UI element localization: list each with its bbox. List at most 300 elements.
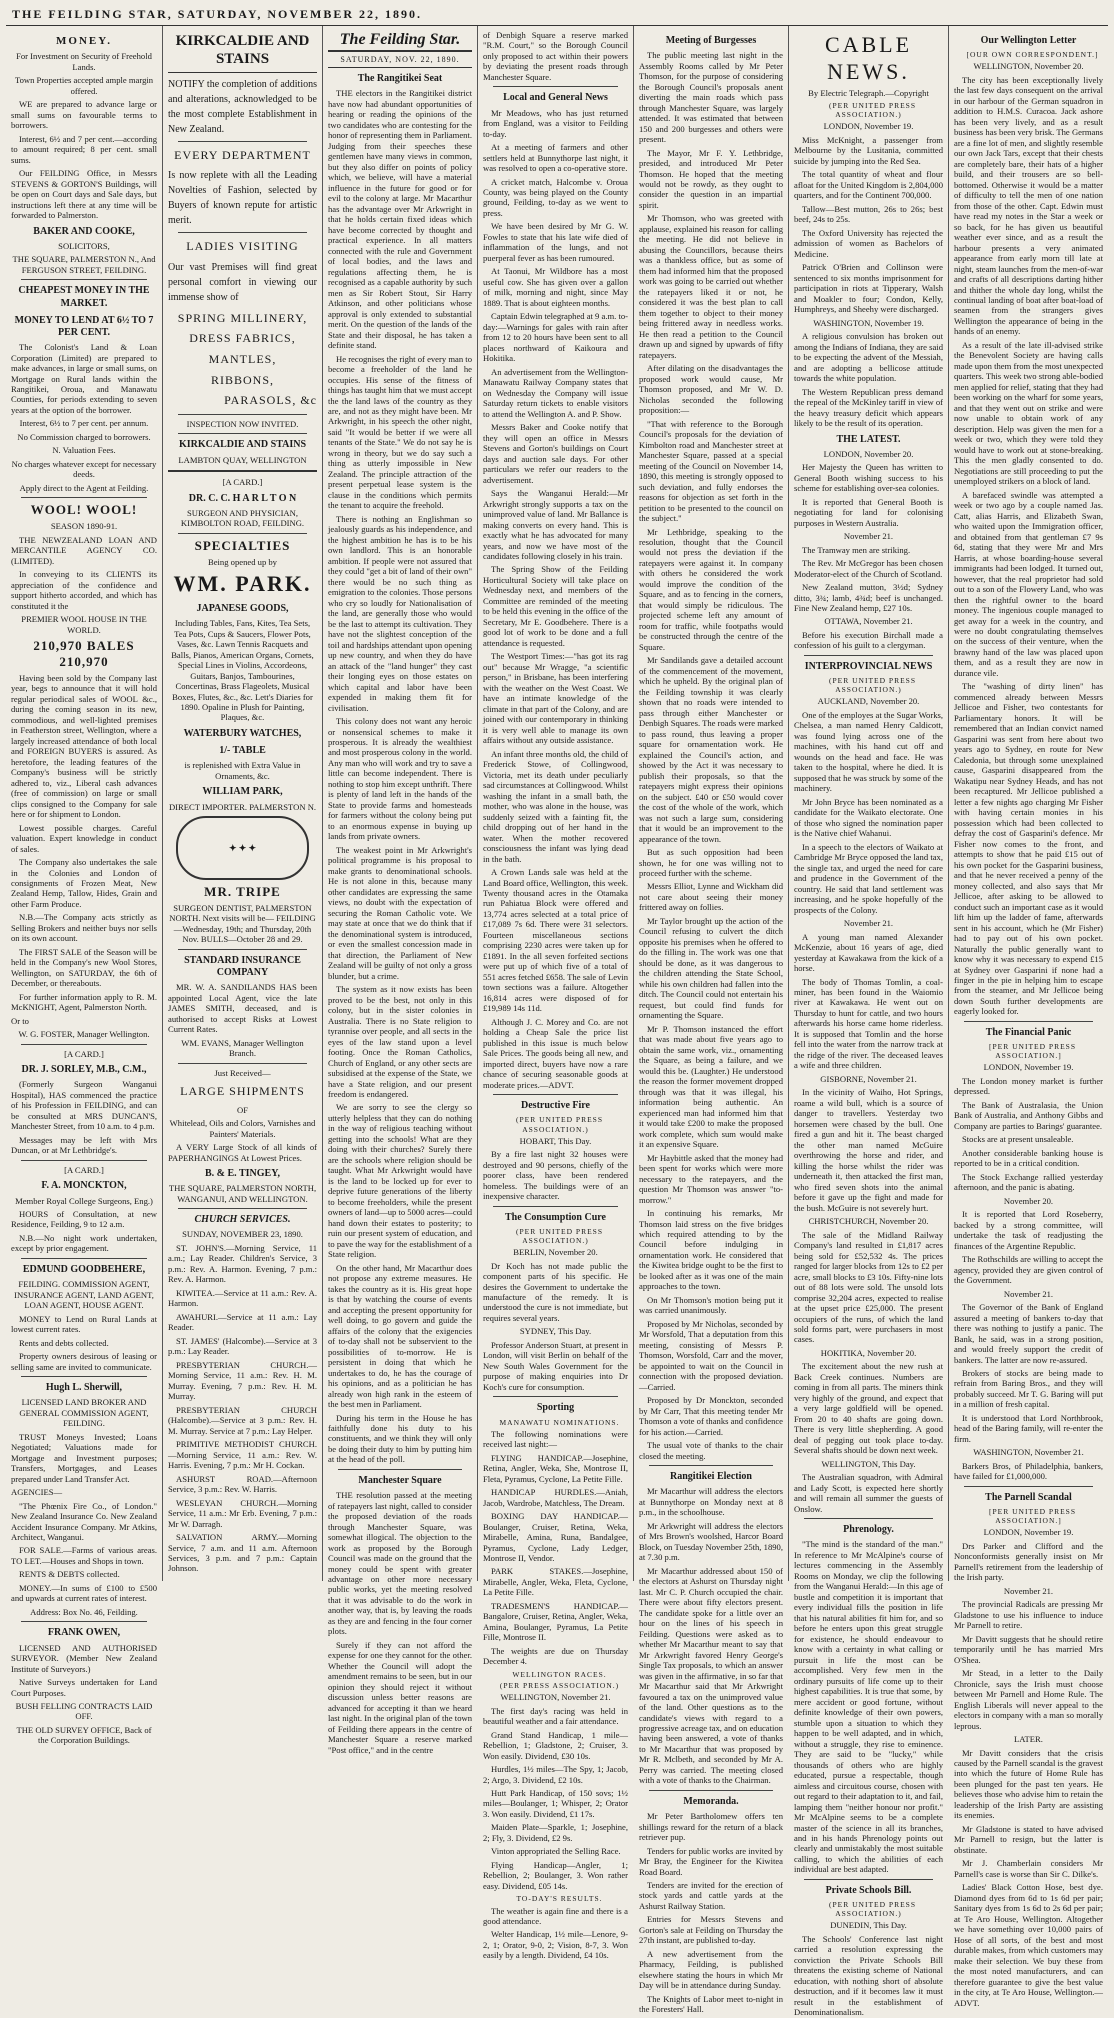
paragraph: Another considerable banking house is reported to be in a critical condition.	[954, 1147, 1103, 1169]
text: FOR SALE.—Farms of various areas. TO LET.—Houses and Shops in town.	[11, 1545, 157, 1566]
dateline: AUCKLAND, November 20.	[817, 696, 920, 707]
tingey-heading: B. & E. TINGEY,	[204, 1168, 281, 1180]
news-item: Messrs Baker and Cooke notify that they will open an office in Messrs Stevens and Gorton's buildings on Court days and auction sale days. For other particulars we refer our readers to the advertisement.	[483, 422, 628, 485]
paragraph: Miss McKnight, a passenger from Melbourne by the Lusitania, committed suicide by jumping into the Red Sea.	[794, 134, 943, 166]
paragraph: The Tramway men are striking.	[802, 544, 911, 555]
paragraph: The London money market is further depressed.	[954, 1075, 1103, 1097]
text: MONEY to Lend on Rural Lands at lowest current rates.	[11, 1313, 157, 1335]
sub-heading: WELLINGTON RACES.	[512, 1669, 607, 1679]
text: NOTIFY the completion of additions and alterations, acknowledged to be the most complete Establishment in New Zealand.	[168, 78, 317, 135]
paragraph: The Knights of Labor meet to-night in the Foresters' Hall.	[639, 1993, 783, 2015]
cheap-money-heading: CHEAPEST MONEY IN THE MARKET.	[18, 285, 150, 309]
dateline: BERLIN, November 20.	[513, 1247, 598, 1258]
japanese-goods: JAPANESE GOODS,	[196, 602, 289, 614]
paragraph: THE electors in the Rangitikei district have now had abundant opportunities of hearing or reading the opinions of the two candidates who are contesting for the honor of representing them in Parliament. Judging from their speeches these gentlemen have many views in common, but they also differ on points of policy which, we believe, will have a material influence in the future for good or for evil to the colony at large. Mr Macarthur has the advantage over Mr Arkwright in that he holds certain fixed ideas which have become corrected by thought and practical experience. In all matters connected with the rule and Government of local bodies, and the laws and regulations affecting them, he is recognised as a capable authority by such men as Sir Robert Stout, Sir Harry Atkinson, and other politicians whose approval is only extended to substantial merit. On the question of the lands of the State and their disposal, he has taken a definite stand.	[328, 88, 472, 351]
divider	[168, 470, 317, 472]
paragraph: Maiden Plate—Sparkle, 1; Josephine, 2; Fly, 3. Dividend, £2 9s.	[483, 1822, 628, 1843]
paragraph: The Bank of Australasia, the Union Bank of Australia, and Anthony Gibbs and Company are parties to Barings' guarantee.	[954, 1099, 1103, 1131]
local-news-heading: Local and General News	[503, 92, 608, 104]
paragraph: Patrick O'Brien and Collinson were sentenced to six months imprisonment for participation in riots at Tipperary, Walsh and Moakler to four; Condon, Kelly, Humphreys, and Sheehy were discharged.	[794, 262, 943, 315]
text: SURGEON AND PHYSICIAN, KIMBOLTON ROAD, FEILDING.	[180, 507, 305, 529]
dateline: HOBART, This Day.	[519, 1135, 592, 1146]
park-heading: WM. PARK.	[173, 571, 312, 597]
dateline: SYDNEY, This Day.	[519, 1326, 592, 1337]
church-heading: CHURCH SERVICES.	[194, 1214, 291, 1226]
paragraph: New Zealand mutton, 3½d; Sydney ditto, 3¾; lamb, 4¾d; beef is unchanged. Fine New Zealand hemp, £27 10s.	[794, 582, 943, 613]
text: WM. EVANS, Manager Wellington Branch.	[181, 1037, 304, 1059]
dateline: SATURDAY, NOV. 22, 1890.	[328, 55, 472, 69]
kirk-ribbons: RIBBONS,	[210, 372, 274, 387]
latest-heading: THE LATEST.	[836, 433, 901, 445]
text: Native Surveys undertaken for Land Court Purposes.	[11, 1677, 157, 1698]
paragraph: The excitement about the new rush at Back Creek continues. Numbers are coming in from all parts. The miners think very highly of the ground, and expect that a very large goldfield will be opened. From 20 to 40 shafts are going down. There is very little shepherding. A good deal of pegging out took place to-day. Several shafts should be down next week.	[794, 1361, 943, 1456]
paragraph: HANDICAP HURDLES.—Aniah, Jacob, Wardrobe, Matchless, The Dream.	[483, 1487, 628, 1508]
kirk-footer-name: KIRKCALDIE AND STAINS	[178, 439, 307, 451]
kirkcaldie-heading: KIRKCALDIE AND STAINS	[168, 32, 317, 73]
paragraph: There is nothing an Englishman so jealously guards as his independence, and the highest ambition he has is to be his own landlord. This is an honorable ambition. If people were not assured that they could "get a bit of land of their own" there would be no such thing as emigration to the colonies. Those persons who cry so loudly for Nationalisation of the land, are generally those who would be the last to attempt its cultivation. They have not the slightest conception of the toil and hardships attendant upon opening up new country, and when they do have an attack of the "land hunger" they cast their longing eyes on those estates on which capital and labor have been expended in making them fit for civilisation.	[328, 513, 472, 713]
paragraph: Mr Peter Bartholomew offers ten shillings reward for the return of a black retriever pup.	[639, 1811, 783, 1843]
news-item: The Westport Times:—"has got its rag out" because Mr Wragge, "a scientific person," in Brisbane, has been interfering with the weather on the West Coast. We have an intimate knowledge of the climate in that part of the Colony, and are joined with our contemporary in thinking it is very well able to manage its own affairs without any outside assistance.	[483, 651, 628, 746]
paragraph: Mr Taylor brought up the action of the Council refusing to culvert the ditch opposite his premises when he offered to do the filling in. The work was one that should be done, as it was dangerous to the children attending the State School, while his own children had fallen into the ditch. The Council could not entertain his request, but could find funds for ornamenting the Square.	[639, 915, 783, 1021]
fire-heading: Destructive Fire	[521, 1100, 590, 1112]
paragraph: "The mind is the standard of the man." In reference to Mr McAlpine's course of lectures commencing in the Assembly Rooms on Monday, we clip the following from the Wanganui Herald:—In this age of bustle and competition it is important that every individual fills the position in life that his natural abilities fit him for, and so before he enters upon this great struggle for existence, he should endeavour to know with a certainty in what calling or pursuit in life the most can be accomplished. Very few men in the ordinary pursuits of life come up to their highest capabilities. It is true that some, by mere accident or good fortune, without definite knowledge of their own powers, stumble upon a situation to which they happen to be well adapted, and in which, without a struggle, they rise to eminence. They are said to be "lucky," while thousands of others who are highly educated, pursue a respectable, though aimless and circuitous course, chosen with out regard to their adaptation to it, and fail, lamping them "neither honour nor profit." Mr McAlpine seems to be a complete master of the science in all its branches, and in his hands Phrenology points out clearly and unmistakably the most suitable calling, to which the abilities of each individual are best adapted.	[794, 1539, 943, 1875]
divider	[493, 1206, 618, 1207]
wool-bales: 210,970 BALES 210,970	[33, 638, 135, 669]
large-shipments: LARGE SHIPMENTS	[180, 1084, 305, 1099]
kirk-fabrics: DRESS FABRICS,	[189, 331, 296, 346]
text: LICENSED AND AUTHORISED SURVEYOR. (Member New Zealand Institute of Surveyors.)	[11, 1642, 157, 1674]
paragraph: Mr Macarthur will address the electors at Bunnythorpe on Monday next at 8 p.m., in the schoolhouse.	[639, 1486, 783, 1518]
paragraph: The weather is again fine and there is a good attendance.	[483, 1905, 628, 1926]
paragraph: Mr Lethbridge, speaking to the resolution, thought that the Council would not press the deviation if the ratepayers were against it. In company with others he considered the work would improve the condition of the Square, and as to fencing in the corners, that would simply be ridiculous. The projected scheme left any amount of room for traffic, while footpaths would be constructed through the centre of the Square.	[639, 526, 783, 652]
news-item: The Spring Show of the Feilding Horticultural Society will take place on Wednesday next, and members of the Committee are reminded of the meeting to be held this evening in the office of the Secretary, Mr E. Goodbehere. There is a good lot of work to be done and a full attendance is requested.	[483, 564, 628, 648]
cure-heading: The Consumption Cure	[505, 1211, 606, 1223]
text: Just Received—	[214, 1067, 271, 1078]
park-name: WILLIAM PARK,	[202, 786, 283, 798]
source-line: (PER UNITED PRESS ASSOCIATION.)	[828, 1900, 916, 1919]
paragraph: Stocks are at present unsaleable.	[962, 1134, 1074, 1145]
source-line: [PER UNITED PRESS ASSOCIATION.]	[988, 1507, 1076, 1526]
election-heading: Rangitikei Election	[670, 1471, 752, 1483]
paragraph: The Western Republican press demand the repeal of the McKinley tariff in view of the heavy treasury deficit which appears likely to be the result of its operation.	[794, 386, 943, 429]
dateline: November 21.	[843, 918, 894, 929]
divider	[178, 1063, 307, 1064]
text: N.B.—The Company acts strictly as Selling Brokers and neither buys nor sells on its own account.	[11, 912, 157, 944]
waterbury: WATERBURY WATCHES,	[183, 727, 302, 739]
paragraph: Drs Parker and Clifford and the Nonconformists generally insist on Mr Parnell's retirement from the leadership of the Irish party.	[954, 1540, 1103, 1583]
text: The Company also undertakes the sale in the Colonies and London of consignments of Frozen Meat, New Zealand Hemp, Tallow, Hides, Grain and other Farm Produce.	[11, 857, 157, 909]
cable-news-heading: CABLE NEWS.	[824, 32, 913, 84]
kirk-ladies-visiting: LADIES VISITING	[186, 239, 299, 254]
divider	[804, 655, 933, 656]
paragraph: Mr Davitt suggests that he should retire temporarily until he has married Mrs O'Shea.	[954, 1633, 1103, 1665]
news-item: At Taonui, Mr Wildbore has a most useful cow. She has given over a gallon of milk, morning and night, since May 1889. That is about eighteen months.	[483, 266, 628, 308]
dateline: LONDON, November 19.	[983, 1527, 1074, 1538]
parnell-heading: The Parnell Scandal	[985, 1491, 1072, 1503]
text: Rents and debts collected.	[19, 1337, 109, 1348]
divider	[493, 1396, 618, 1397]
columns	[6, 26, 1108, 2018]
masthead	[6, 4, 1108, 26]
owen-heading: FRANK OWEN,	[47, 1627, 121, 1639]
paragraph: A new advertisement from the Pharmacy, Feilding, is published elsewhere stating the hours in which Mr Day will be in attendance during Sunday.	[639, 1948, 783, 1991]
news-item: Mr Meadows, who has just returned from England, was a visitor to Feilding to-day.	[483, 107, 628, 139]
private-schools-heading: Private Schools Bill.	[825, 1884, 912, 1896]
sorley-heading: DR. J. SORLEY, M.B., C.M.,	[21, 1064, 147, 1076]
text: DIRECT IMPORTER. PALMERSTON N.	[168, 801, 317, 812]
divider	[493, 86, 618, 87]
wellington-letter-heading: Our Wellington Letter	[980, 35, 1077, 46]
text: AGENCIES—	[11, 1487, 63, 1498]
kirk-millinery: SPRING MILLINERY,	[177, 310, 308, 325]
lend-heading: MONEY TO LEND AT 6½ TO 7 PER CENT.	[14, 314, 154, 338]
text: No Commission charged to borrowers.	[17, 431, 151, 442]
paragraph: We are sorry to see the clergy so utterly helpless that they can do nothing in the way of religious teaching without getting into the schools! What are they doing with their churches? Surely there are the schools where religion should be taught. What Mr Arkwright would have is the land to be locked up for ever to deprive future generations of the liberty to become freeholders, while the present owners of land—up to 5000 acres—could hand down their estates to posterity; to ruin our present system of education, and to pave the way for the establishment of a State religion.	[328, 1102, 472, 1260]
kirk-mantles: MANTLES,	[208, 352, 277, 367]
divider	[804, 1879, 933, 1880]
table-heading: 1/- TABLE	[219, 745, 266, 757]
news-item: Captain Edwin telegraphed at 9 a.m. to-day:—Warnings for gales with rain after from 12 to 20 hours have been sent to all places northward of Kaikoura and Hokitika.	[483, 311, 628, 364]
paragraph: The Rev. Mr McGregor has been chosen Moderator-elect of the Church of Scotland.	[794, 558, 943, 579]
paragraph: Ladies' Black Cotton Hose, best dye. Diamond dyes from 6d to 1s 6d per pair; Sanitary dyes from 1s 6d to 2s 6d per pair; at Te Aro House, Wellington. Altogether we have something over 10,000 pairs of Hose of all sorts, of the best and most durable makes, from which customers may make their selection. We buy these from the most noted manufacturers, and can therefore guarantee to give the best value in the city, at Te Aro House, Wellington.—ADVT.	[954, 1882, 1103, 2008]
paragraph: The Oxford University has rejected the admission of women as Bachelors of Medicine.	[794, 227, 943, 259]
paragraph: By a fire last night 32 houses were destroyed and 90 persons, chiefly of the poorer class, have been rendered homeless. The buildings were of an inexpensive character.	[483, 1149, 628, 1202]
divider	[804, 1518, 933, 1519]
divider	[649, 1465, 773, 1466]
source-line: [OUR OWN CORRESPONDENT.]	[966, 50, 1099, 60]
masthead-title: THE FEILDING STAR, SATURDAY, NOVEMBER 22, 1890.	[12, 6, 423, 21]
text: LICENSED LAND BROKER AND GENERAL COMMISSION AGENT, FEILDING.	[19, 1397, 149, 1429]
source-line: (PER UNITED PRESS ASSOCIATION.)	[515, 1115, 603, 1134]
paragraph: PARK STAKES.—Josephine, Mirabelle, Angler, Weka, Fleta, Cyclone, La Petite Fille.	[483, 1566, 628, 1598]
paragraph: The Schools' Conference last night carried a resolution expressing the conviction the Private Schools Bill threatens the existing scheme of National education, with nothing short of absolute destruction, and if it becomes law it must result in the establishment of Denominationalism.	[794, 1933, 943, 2018]
text: THE OLD SURVEY OFFICE, Back of the Corporation Buildings.	[16, 1724, 152, 1746]
divider	[178, 533, 307, 534]
divider	[21, 279, 147, 280]
paragraph: Flying Handicap—Angler, 1; Rebellion, 2; Boulanger, 3. Won rather easy. Dividend, £05 14s.	[483, 1859, 628, 1891]
paragraph: In the vicinity of Waiho, Hot Springs, roame a wild bull, which is a source of danger to travellers. Yesterday two horsemen were chased by the bull. One fired a gun and hit it. The beast charged the other man named McGuire overthrowing the horse and rider, and killing the horse whilst the rider was underneath it, then attacked the first man, who fired seven shots into the animal before it gave up the fight and made for the bush. McGuire is not severely hurt.	[794, 1087, 943, 1213]
divider	[21, 497, 147, 498]
money-heading: MONEY.	[56, 35, 112, 47]
news-item: We have been desired by Mr G. W. Fowles to state that his late wife died of inflammation of the lungs, and not puerperal fever as has been rumoured.	[483, 221, 628, 263]
text: Interest, 6½ and 7 per cent.—according to amount required; 8 per cent. small sums.	[11, 133, 157, 165]
paragraph: The city has been exceptionally lively the last few days consequent on the arrival in our harbour of the German squadron in addition to H.M.S. Curacoa. Jack ashore has been very lively, and as a result business has been very brisk. The Germans are a fine lot of men, and slightly resemble our own Jack Tars, except that their chests are completely bare, their hats of a higher build, and their trousers are so bell-bottomed. Otherwise it would be a matter of difficulty to tell the men of one nation from those of the other. Capt. Edwin must have read my notes in the Star a week or so back, for he has given us beautiful weather ever since, and as a result the harbour presents a very animated appearance from early morn till late at night, steam launches from the men-of-war and crafts of all descriptions darting hither and thither the whole day long, whilst the continual landing of boat after boat-load of seamen from the strangers gives Wellington the appearance of being in the hands of an enemy.	[954, 74, 1103, 337]
text: HOURS of Consultation, at new Residence, Feilding, 9 to 12 a.m.	[11, 1208, 157, 1230]
source-line: (PER UNITED PRESS ASSOCIATION.)	[515, 1226, 603, 1245]
wool-heading: WOOL! WOOL!	[30, 502, 138, 518]
paragraph: One of the employes at the Sugar Works, Chelsea, a man named Henry Caldicott, was found lying across one of the machines, with his hand cut off and wounds on the head and face. He was taken to the hospital, where he died. It is supposed that he was struck by some of the machinery.	[794, 709, 943, 794]
paragraph: Grand Stand Handicap, 1 mile—Rebellion, 1; Gladstone, 2; Cruiser, 3. Won easily. Dividend, £30 10s.	[483, 1729, 628, 1761]
divider	[964, 1486, 1093, 1487]
text: A VERY Large Stock of all kinds of PAPERHANGINGS At Lowest Prices.	[168, 1142, 317, 1163]
text: THE NEWZEALAND LOAN AND MERCANTILE AGENCY CO. (LIMITED).	[11, 534, 157, 566]
text: Address: Box No. 46, Feilding.	[30, 1606, 138, 1617]
text: SUNDAY, NOVEMBER 23, 1890.	[182, 1229, 303, 1240]
paragraph: BOXING DAY HANDICAP.—Boulanger, Cruiser, Retina, Weka, Mirabelle, Amina, Runa, Bandalgee, Pyramus, Cyclone, Lady Ledger, Montrose II, Vendor.	[483, 1511, 628, 1563]
paragraph: Barkers Bros, of Philadelphia, bankers, have failed for £1,000,000.	[954, 1460, 1103, 1482]
paragraph: Brokers of stocks are being made to refrain from Baring Bros., and they will probably succeed. Mr T. G. Baring will put in a million of fresh capital.	[954, 1367, 1103, 1410]
text: PREMIER WOOL HOUSE IN THE WORLD.	[21, 614, 147, 635]
text: Our vast Premises will find great personal comfort in viewing our immense show of	[168, 261, 317, 303]
dateline: WELLINGTON, November 20.	[973, 61, 1084, 72]
paragraph: Surely if they can not afford the expense for one they cannot for the other. Whether the Council will adopt the amendment remains to be seen, but in our opinion they should reject it without discussion unless better reasons are advanced for accepting it than we heard last night. In the original plan of the town of Feilding there appears in the centre of Manchester Square a reserve marked "Post office," and in the centre	[328, 1639, 472, 1755]
text: BUSH FELLING CONTRACTS LAID OFF.	[15, 1700, 153, 1722]
paragraph: Mr Thomson, who was greeted with applause, explained his reason for calling the meeting. He did not believe in abusing the Councillors, because theirs was a thankless office, but as some of them had informed him that the proposed work was going to be carried out whether the ratepayers liked it or not, he considered it was the best plan to call them together to object to their money being frittered away in needless works. He then read a petition to the Council drawn up and signed by upwards of fifty ratepayers.	[639, 213, 783, 360]
text: KIWITEA.—Service at 11 a.m.: Rev. A. Harmon.	[168, 1287, 317, 1309]
text: Being opened up by	[208, 556, 277, 567]
text: Messages may be left with Mrs Duncan, or at Mr Lethbridge's.	[11, 1134, 157, 1156]
paragraph: In continuing his remarks, Mr Thomson laid stress on the five bridges which required attending to by the Council before indulging in ornamentation work. He considered that the Kiwitea bridge ought to be the first to be looked after as it was one of the main approaches to the town.	[639, 1208, 783, 1292]
text: ST. JAMES' (Halcombe).—Service at 3 p.m.: Lay Reader.	[168, 1335, 317, 1357]
text: Having been sold by the Company last year, begs to announce that it will hold regular periodical sales of WOOL &c., during the coming season in its new, commodious, and well-lighted premises in Featherston street, Wellington, where a largely increased attendance of both local and FOREIGN BUYERS is assured. As heretofore, the leading features of the Company's business will be strictly adhered to, viz., Liberal cash advances (free of commission) on large or small clips consigned to the Company for sale here or for shipment to London.	[11, 672, 157, 820]
phrenology-heading: Phrenology.	[843, 1524, 894, 1536]
news-item: Although J. C. Morey and Co. are not holding a Cheap Sale the price list published in this issue is much below Sale Prices. The goods being all new, and imported direct, buyers have now a rare chance of securing seasonable goods at moderate prices.—ADVT.	[483, 1016, 628, 1090]
paragraph: Mr P. Thomson instanced the effort that was made about five years ago to obtain the same work, viz., ornamenting the Square, as being a failure, and we would this be. (Laughter.) He understood the reason the former movement dropped through was that it was illegal, his information being authentic. An experienced man had informed him that it would take £200 to make the proposed work complete, which sum would make it an expensive Square.	[639, 1023, 783, 1150]
divider	[21, 1376, 147, 1377]
paragraph: Welter Handicap, 1½ mile—Lenore, 9-2, 1; Orator, 9-0, 2; Vision, 8-7, 3. Won easily by a length. Dividend, £4 10s.	[483, 1929, 628, 1961]
paragraph: Mr Stead, in a letter to the Daily Chronicle, says the Irish must choose between Mr Parnell and Home Rule. The English Liberals will never appeal to the electors in company with a man so morally leprous.	[954, 1668, 1103, 1731]
paragraph: As a result of the late ill-advised strike the Benevolent Society are having calls made upon them from the most unexpected quarters. This week two strong able-bodied men applied for relief, stating that they had been working on the wharf for some years, and that they went out on strike and were now unable to obtain work of any description. Help was given the men for a week or two, which they were told they would have to work out at stone-breaking. This the men gladly consented to do. Negotiations are still proceeding to put the unemployed strikers on a block of land.	[954, 339, 1103, 487]
paragraph: The body of Thomas Tomlin, a coal-miner, has been found in the Waiomio river at Kawakawa. He went out on Thursday to hunt for cattle, and two hours afterwards his horse came home riderless. It is supposed that Tomlin and the horse fell into the water from the narrow track at the ridge of the river. The deceased leaves a wife and three children.	[794, 976, 943, 1071]
paragraph: Her Majesty the Queen has written to General Booth wishing success to his scheme for establishing over-sea colonies.	[794, 462, 943, 494]
text: WESLEYAN CHURCH.—Morning Service, 11 a.m.: Mr Erb. Evening, 7 p.m.: Mr W. Darragh.	[168, 1497, 317, 1529]
paragraph: FLYING HANDICAP.—Josephine, Retina, Angler, Weka, She, Montrose II, Fleta, Pyramus, Cyclone, La Petite Fille.	[483, 1452, 628, 1484]
paragraph: Mr Gladstone is stated to have advised Mr Parnell to resign, but the latter is obstinate.	[954, 1823, 1103, 1855]
dateline: LATER.	[1014, 1734, 1043, 1745]
dateline: GISBORNE, November 21.	[820, 1073, 917, 1084]
divider	[493, 1094, 618, 1095]
text: PRESBYTERIAN CHURCH (Halcombe).—Service at 3 p.m.: Rev. H. M. Murray. Service at 7 p.m.: Lay Helper.	[168, 1404, 317, 1436]
rangitikei-heading: The Rangitikei Seat	[357, 73, 443, 85]
emblem-text: ✦ ✦ ✦	[228, 842, 257, 853]
text: Including Tables, Fans, Kites, Tea Sets, Tea Pots, Cups & Saucers, Flower Pots, Vases, &c. Lawn Tennis Racquets and Balls, Pianos, American Organs, Cornets, Special Lines in Violins, Accordeons, Guitars, Banjos, Tambourines, Concertinas, Brass Flageolets, Musical Boxes, Flutes, &c., &c. Lett's Diaries for 1890. Opaline in Plush for Painting, Plaques, &c.	[171, 618, 314, 723]
text: SOLICITORS,	[58, 240, 110, 251]
paragraph: Hutt Park Handicap, of 150 sovs; 1½ miles—Boulanger, 1; Whisper, 2; Orator 3. Won easily. Dividend, £1 17s.	[483, 1788, 628, 1819]
news-item: At a meeting of farmers and other settlers held at Bunnythorpe last night, it was resolved to open a co-operative store.	[483, 142, 628, 174]
paragraph: The total quantity of wheat and flour afloat for the United Kingdom is 2,804,000 quarters, and for the Continent 700,000.	[794, 169, 943, 201]
paragraph: The first day's racing was held in beautiful weather and a fair attendance.	[483, 1705, 628, 1727]
source-line: (PER PRESS ASSOCIATION.)	[499, 1680, 620, 1690]
paragraph: During his term in the House he has faithfully done his duty to his constituents, and we think they will only be doing their duty to him by putting him at the head of the poll.	[328, 1412, 472, 1465]
burgesses-heading: Meeting of Burgesses	[665, 35, 757, 46]
column-4	[478, 26, 634, 1961]
goodbehere-heading: EDMUND GOODBEHERE,	[22, 1263, 146, 1275]
column-7	[949, 26, 1108, 2008]
sporting-heading: Sporting	[536, 1402, 575, 1414]
text: LAMBTON QUAY, WELLINGTON	[178, 454, 307, 465]
paragraph: The public meeting last night in the Assembly Rooms called by Mr Peter Thomson, for the purpose of considering the Borough Council's proposals anent diverting the main roads which pass through Manchester Square, was largely attended. It was estimated that between 150 and 200 burgesses and others were present.	[639, 50, 783, 145]
dateline: WELLINGTON, This Day.	[821, 1458, 916, 1469]
paragraph: Mr Davitt considers that the crisis caused by the Parnell scandal is the gravest into which the future of Home Rule has been plunged for the past ten years. He believes those who advise him to retain the leadership of the Irish Party are assisting its enemies.	[954, 1747, 1103, 1821]
text: N.B.—No night work undertaken, except by prior engagement.	[11, 1232, 157, 1254]
text: THE SQUARE, PALMERSTON NORTH, WANGANUI, AND WELLINGTON.	[168, 1183, 317, 1204]
paragraph: Mr Haybittle asked that the money had been spent for works which were more necessary to the ratepayers, and the question Mr Thomson was answer "to-morrow."	[639, 1152, 783, 1205]
paragraph: The weights are due on Thursday December 4.	[483, 1645, 628, 1667]
paragraph: Mr J. Chamberlain considers Mr Parnell's case is worse than Sir C. Dilke's.	[954, 1858, 1103, 1879]
paragraph: After dilating on the disadvantages the proposed work would cause, Mr Thomson proposed, and Mr W. D. Nicholas seconded the following proposition:—	[639, 363, 783, 416]
paragraph: Mr John Bryce has been nominated as a candidate for the Waikato electorate. One of those who signed the nomination paper is the Native chief Wahanui.	[794, 796, 943, 839]
paragraph: THE resolution passed at the meeting of ratepayers last night, called to consider the proposed deviation of the roads through Manchester Square, was somewhat illogical. The objection to the work as proposed by the Borough Council was made on the ground that the money could be spent with greater advantage on other more necessary public works, yet the meeting resolved that it was advisable to do the work in another way, that is, by leaving the roads as they are and fencing in the four corner plots.	[328, 1490, 472, 1637]
paragraph: But as such opposition had been shown, he for one was willing not to proceed further with the scheme.	[639, 847, 783, 878]
text: In conveying to its CLIENTS its appreciation of the confidence and support hitherto accorded, and which has constituted it the	[11, 569, 157, 611]
card-label: [A CARD.]	[64, 1048, 104, 1059]
text: W. G. FOSTER, Manager Wellington.	[18, 1029, 150, 1040]
text: is replenished with Extra Value in Ornaments, &c.	[184, 760, 301, 781]
paragraph: In a speech to the electors of Waikato at Cambridge Mr Bryce opposed the land tax, the single tax, and urged the need for care and prudence in the Government of the country. He said that land settlement was increasing, and he spoke hopefully of the prospects of the Colony.	[794, 841, 943, 915]
paragraph: The system as it now exists has been proved to be the best, not only in this colony, but in the sister colonies in Australia. There is no State religion to tyrannise over people, and all sects in the eyes of the law stand upon a level footing. Once the Roman Catholics, Church of England, or any other sects are subsidised at the expense of the State, we have a State religion, and our present freedom is endangered.	[328, 984, 472, 1099]
interprovincial-heading: INTERPROVINCIAL NEWS	[804, 660, 933, 672]
sherwill-heading: Hugh L. Sherwill,	[45, 1381, 123, 1393]
divider	[178, 1208, 307, 1209]
divider	[21, 1258, 147, 1259]
paragraph: A religious convulsion has broken out among the Indians of Indiana, they are said to be expecting the advent of the Messiah, and are adopting a bellicose attitude towards the white population.	[794, 331, 943, 384]
dateline: LONDON, November 19.	[983, 1062, 1074, 1073]
paragraph: The weakest point in Mr Arkwright's political programme is his proposal to make grants to denominational schools. He is not alone in this, because many other candidates are expressing the same views, no doubt with the expectation of securing the Roman Catholic vote. We may state at once that we do think that if the denominational system is introduced, or even the smallest concession made in that direction, the Parliament of New Zealand will be guilty of not only a gross blunder, but a crime.	[328, 844, 472, 981]
text: TRUST Moneys Invested; Loans Negotiated; Valuations made for Mortgage and Investment purposes; Transfers, Mortgages, and Leases prepared under Land Transfer Act.	[11, 1431, 157, 1484]
sub-heading: TO-DAY'S RESULTS.	[516, 1894, 603, 1904]
text: PRESBYTERIAN CHURCH.—Morning Service, 11 a.m.: Rev. H. M. Murray. Evening, 7 p.m.: Rev. H. M. Murray.	[168, 1359, 317, 1402]
dateline: WELLINGTON, November 21.	[500, 1692, 611, 1703]
dateline: DUNEDIN, This Day.	[830, 1920, 907, 1931]
text: By Electric Telegraph.—Copyright	[808, 87, 929, 98]
divider	[21, 1044, 147, 1045]
column-2	[163, 26, 323, 1581]
news-item: An advertisement from the Wellington-Manawatu Railway Company states that on Wednesday the Company will issue Saturday return tickets to enable visitors to attend the Wellington A. and P. Show.	[483, 366, 628, 419]
text: Town Properties accepted ample margin offered.	[14, 75, 154, 96]
divider	[649, 1790, 773, 1791]
specialties-heading: SPECIALTIES	[194, 537, 291, 553]
paragraph: The provincial Radicals are pressing Mr Gladstone to use his influence to induce Mr Parnell to retire.	[954, 1599, 1103, 1631]
text: SEASON 1890-91.	[50, 521, 118, 532]
dateline: OTTAWA, November 21.	[824, 616, 913, 627]
text: Member Royal College Surgeons, Eng.)	[15, 1195, 153, 1206]
source-line: (PER UNITED PRESS ASSOCIATION.)	[828, 101, 916, 120]
dateline: WASHINGTON, November 21.	[973, 1447, 1084, 1458]
charlton-heading: DR. C. C. H A R L T O N	[188, 492, 297, 504]
text: Our FEILDING Office, in Messrs STEVENS & GORTON'S Buildings, will be open on Court days and Sale days, but instructions left there at any time will be forwarded to Palmerston.	[11, 168, 157, 221]
text: Lowest possible charges. Careful valuation. Expert knowledge in conduct of sales.	[11, 822, 157, 854]
news-item: A Crown Lands sale was held at the Land Board office, Wellington, this week. Twenty thousand acres in the Otamaka run Pahiatua Block were offered and 13,774 acres selected at a total price of £17,089 7s 6d. There were 31 selectors. Fourteen miscellaneous sections comprising 2230 acres were taken up for £1891. In the all seven forfeited sections were put up of which five of a total of 551 acres fetched £658. The sale of Levin town sections was a failure. Altogether 16,814 acres were disposed of for £19,989 14s 11d.	[483, 867, 628, 1014]
text: No charges whatever except for necessary deeds.	[11, 458, 157, 480]
paragraph: It is reported that General Booth is negotiating for land for colonising purposes in Western Australia.	[794, 496, 943, 528]
paragraph: TRADESMEN'S HANDICAP.—Bangalore, Cruiser, Retina, Angler, Weka, Amina, Boulanger, Pyramus, La Petite Fille, Montrose II.	[483, 1600, 628, 1643]
paragraph: Before his execution Birchall made a confession of his guilt to a clergyman.	[794, 629, 943, 651]
monckton-heading: F. A. MONCKTON,	[41, 1180, 127, 1192]
paragraph: The Mayor, Mr F. Y. Lethbridge, presided, and introduced Mr Peter Thomson. He hoped that the meeting would not be rowdy, as they ought to consider the question in an impartial spirit.	[639, 147, 783, 210]
text: "The Phœnix Fire Co., of London." New Zealand Insurance Co. New Zealand Accident Insurance Company. Mr Atkins, Architect, Wanganui.	[11, 1500, 157, 1542]
text: INSPECTION NOW INVITED.	[186, 418, 299, 429]
paragraph: Proposed by Dr Monckton, seconded by Mr Carr, That this meeting tender Mr Thomson a vote of thanks and confidence for his action.—Carried.	[639, 1395, 783, 1437]
divider	[21, 1160, 147, 1161]
paragraph: A young man named Alexander McKenzie, about 16 years of age, died yesterday at Kawakawa from the kick of a horse.	[794, 931, 943, 974]
paragraph: Hurdles, 1½ miles—The Spy, 1; Jacob, 2; Argo, 3. Dividend, £2 10s.	[483, 1764, 628, 1785]
dateline: CHRISTCHURCH, November 20.	[808, 1216, 929, 1227]
memoranda-heading: Memoranda.	[683, 1795, 739, 1807]
paragraph: Professor Anderson Stuart, at present in London, will visit Berlin on behalf of the New South Wales Government for the purpose of making enquiries into Dr Koch's cure for consumption.	[483, 1339, 628, 1392]
divider	[964, 1021, 1093, 1022]
text: ST. JOHN'S.—Morning Service, 11 a.m.; Lay Reader. Children's Service, 3 p.m.: Rev. A. Harmon. Evening, 7 p.m.: Rev. A. Harmon.	[168, 1242, 317, 1285]
paragraph: The following nominations were received last night:—	[483, 1428, 628, 1450]
news-item: Says the Wanganui Herald:—Mr Arkwright strongly supports a tax on the unimproved value of land. Mr Ballance is making converts on every hand. This is exactly what he has advocated for many years, and now we have most of the candidates following closely in his train.	[483, 488, 628, 561]
sub-heading: MANAWATU NOMINATIONS.	[499, 1417, 620, 1427]
dateline: LONDON, November 20.	[823, 448, 914, 459]
divider	[178, 433, 307, 434]
paragraph: Tenders are invited for the erection of stock yards and cattle yards at the Ashurst Railway Station.	[639, 1880, 783, 1911]
text: For Investment on Security of Freehold Lands.	[16, 51, 152, 72]
paragraph: It is understood that Lord Northbrook, head of the Baring family, will re-enter the firm.	[954, 1412, 1103, 1444]
paragraph: The Governor of the Bank of England assured a meeting of bankers to-day that there was nothing to justify a panic. The Bank, he said, was in a strong position, and would freely support the credit of bankers. The latter are now re-assured.	[954, 1302, 1103, 1365]
paragraph: He recognises the right of every man to become a freeholder of the land he occupies. His sense of the fitness of things has taught him that we must accept the the land laws of the country as they are, and not as they might have been. Mr Arkwright, in his speech the other night, said "It would be better if we were all tenants of the State." We do not say he is wrong in theory, but we do say such a thing as utterly impossible in New Zealand. The principle attraction of the present perpetual lease system is the clause in the conditions which permits the tenant to acquire the freehold.	[328, 353, 472, 511]
paragraph: This colony does not want any heroic or nonsensical schemes to make it prosperous. It is already the wealthiest and most prosperous colony in the world. Any man who will work and try to save a little can become independent. There is nothing to stop him except unthrift. There is plenty of land left in the hands of the State to provide farms and homesteads for farmers without the colony being put to an enormous expense in buying up lands from private owners.	[328, 716, 472, 842]
text: FEILDING. COMMISSION AGENT, INSURANCE AGENT, LAND AGENT, LOAN AGENT, HOUSE AGENT.	[14, 1279, 154, 1311]
source-line: (PER UNITED PRESS ASSOCIATION.)	[828, 676, 916, 695]
paragraph: It is reported that Lord Roseberry, backed by a strong committee, will undertake the task of readjusting the finances of the Argentine Republic.	[954, 1209, 1103, 1251]
paragraph: Dr Koch has not made public the component parts of his specific. He desires the Government to undertake the manufacture of the remedy. It is understood the cure is not immediate, but requires several years.	[483, 1260, 628, 1323]
text: MR. W. A. SANDILANDS HAS been appointed Local Agent, vice the late JAMES SMITH, deceased, and is authorised to accept Risks at Lowest Current Rates.	[168, 982, 317, 1035]
column-1	[6, 26, 163, 1746]
column-6	[789, 26, 949, 2018]
paragraph: The Stock Exchange rallied yesterday afternoon, and the panic is abating.	[954, 1171, 1103, 1193]
kirk-parasols: PARASOLS, &c	[224, 393, 317, 408]
text: Is now replete with all the Leading Novelties of Fashion, selected by Buyers of known repute for artistic merit.	[168, 170, 317, 227]
divider	[338, 1469, 462, 1470]
paragraph: "That with reference to the Borough Council's proposals for the deviation of Kimbolton road and Manchester street at Manchester Square, passed at a special meeting of the Council on November 14, 1890, this meeting is strongly opposed to such deviation, and fully endorses the reasons for objection as set forth in the petition to be presented to the council on the subject."	[639, 418, 783, 524]
paragraph: On the other hand, Mr Macarthur does not propose any extreme measures. He takes the country as it is. His great hope is that by watching the course of events and accepting the present opportunity for well doing, to go govern and guide the affairs of the colony that the exigencies of to-day shall not be subservient to the possibilities of to-morrow. He is persistent in doing that which he undertakes to do, he has the courage of his opinions, and as a politician he has already won high rank in the esteem of the best men in Parliament.	[328, 1262, 472, 1410]
card-label: [A CARD.]	[222, 477, 263, 488]
dateline: November 21.	[1003, 1288, 1054, 1299]
text: ASHURST ROAD.—Afternoon Service, 3 p.m.: Rev. W. Harris.	[168, 1473, 317, 1495]
dateline: November 21.	[1003, 1585, 1054, 1596]
text: WE are prepared to advance large or small sums on favourable terms to borrowers.	[11, 99, 157, 131]
manchester-heading: Manchester Square	[358, 1474, 442, 1486]
text: Apply direct to the Agent at Feilding.	[19, 482, 149, 493]
text: Interest, 6½ to 7 per cent. per annum.	[19, 418, 149, 429]
card-label: [A CARD.]	[64, 1164, 104, 1175]
divider	[178, 414, 307, 415]
standard-heading: STANDARD INSURANCE COMPANY	[184, 954, 301, 978]
paragraph: Mr Macarthur addressed about 150 of the electors at Ashurst on Thursday night last. Mr C. P. Church occupied the chair. There were about fifty electors present. The candidate spoke for a little over an hour on the lines of his speech in Feilding. Questions were asked as to whether Mr Macarthur meant to say that Mr Arkwright favored Henry George's Single Tax proposals, to which an answer was given in the affirmative, in so far that Mr Macarthur said that Mr Arkwright favoured a tax on the unimproved value of the land. Other questions as to the candidate's views with regard to a progressive acreage tax, and on education having been answered, a vote of thanks to Mr Macarthur that was proposed by Mr R. Mclbeth, and seconded by Mr A. Perry was carried. The meeting closed with a vote of thanks to the Chairman.	[639, 1565, 783, 1786]
text: MONEY.—In sums of £100 to £500 and upwards at current rates of interest.	[11, 1582, 157, 1604]
divider	[178, 232, 307, 233]
paragraph: Proposed by Mr Nicholas, seconded by Mr Worsfold, That a deputation from this meeting, consisting of Messrs P. Thomson, Worsfold, Carr and the mover, be appointed to wait on the Council in connection with the proposed deviation.—Carried.	[639, 1318, 783, 1392]
paragraph: Tallow—Best mutton, 26s to 26s; best beef, 24s to 25s.	[794, 203, 943, 225]
paragraph: Mr Arkwright will address the electors of Mrs Brown's woolshed, Harcor Board Block, on Tuesday November 25th, 1890, at 7.30 p.m.	[639, 1520, 783, 1563]
dateline: HOKITIKA, November 20.	[820, 1347, 917, 1358]
text: Or to	[11, 1015, 29, 1026]
text: THE SQUARE, PALMERSTON N., And FERGUSON STREET, FEILDING.	[12, 254, 156, 275]
text: AWAHURI.—Service at 11 a.m.: Lay Reader.	[168, 1311, 317, 1333]
paragraph: Tenders for public works are invited by Mr Bray, the Engineer for the Kiwitea Road Board.	[639, 1845, 783, 1877]
text: The FIRST SALE of the Season will be held in the Company's new Wool Stores, Wellington, on SATURDAY, the 6th of December, or thereabouts.	[11, 946, 157, 989]
paragraph: The Australian squadron, with Admiral and Lady Scott, is expected here shortly and will remain all summer the guests of Onslow.	[794, 1472, 943, 1514]
dateline: November 20.	[1003, 1195, 1054, 1206]
divider	[178, 141, 307, 142]
tripe-emblem-icon	[176, 816, 309, 880]
nameplate: The Feilding Star.	[328, 30, 472, 52]
paragraph: of Denbigh Square a reserve marked "R.M. Court," so the Borough Council only proposed to act within their powers by deviating the present roads through Manchester Square.	[483, 30, 628, 82]
financial-panic-heading: The Financial Panic	[985, 1026, 1072, 1038]
paragraph: Messrs Elliot, Lynne and Wickham did not care about seeing their money frittered away on follies.	[639, 881, 783, 913]
text: SURGEON DENTIST, PALMERSTON NORTH. Next visits will be— FEILDING—Wednesday, 19th; and Thursday, 20th Nov. BULLS—October 28 and 29.	[169, 902, 316, 945]
paragraph: Mr Sandilands gave a detailed account of the commencement of the movement, which he upheld. By the original plan of the Feilding township it was clearly shown that no roads were intended to pass through either Manchester or Denbigh Squares. The roads were marked to pass round, thus leaving a proper square for ornamentation work. He explained the Council's action, and showed by the Act it was necessary to publish their proposals, so that the ratepayers might express their opinions on the subject. £40 or £50 would cover the cost of the whole of the work, which was not such a large sum, considering that it would be an improvement to the appearance of the town.	[639, 655, 783, 844]
dateline: LONDON, November 19.	[823, 121, 914, 132]
paragraph: The "washing of dirty linen" has commenced already between Messrs Jellicoe and Fisher, two contestants for Parliamentary honors. It will be remembered that an Indian convict named Gasparini was sent from here about two years ago to Sydney, en route for New Caledonia, but through some unexplained cause, Gasparini disappeared from the Wakatipu near Sydney Heads, and has not been recaptured. Mr Jellicoe published a letter a few nights ago charging Mr Fisher with having certain monies in his possession which had been collected to defray the cost of Gasparini's defence. Mr Fisher now comes to the front, and attempts to show that he paid £15 out of his own pocket for the Gasparini business, and that he never received a penny of the money collected, and also says that Mr Jellicoe, after asking to be allowed to conduct such an important case as it would lift him up the ladder of fame, afterwards sent in his account, which he (Mr Fisher) had to pay out of his own pocket. Naturally the public generally want to know why it was necessary to expend £15 at Sydney over Gasparini if none had a finger in the pie in helping him to escape from the steamer, and Mr Jellicoe being down South further developments are eagerly looked for.	[954, 681, 1103, 1017]
baker-heading: BAKER AND COOKE,	[33, 225, 135, 237]
source-line: [PER UNITED PRESS ASSOCIATION.]	[988, 1042, 1076, 1061]
text: The Colonist's Land & Loan Corporation (Limited) are prepared to make advances, in large or small sums, on Mortgage on Rural lands within the Rangitikei, Oroua, and Manawatu Counties, for periods extending to seven years at the option of the borrower.	[11, 342, 157, 415]
text: Property owners desirous of leasing or selling same are invited to communicate.	[11, 1351, 157, 1372]
paragraph: The Rothschilds are willing to accept the agency, provided they are given control of the Government.	[954, 1254, 1103, 1286]
